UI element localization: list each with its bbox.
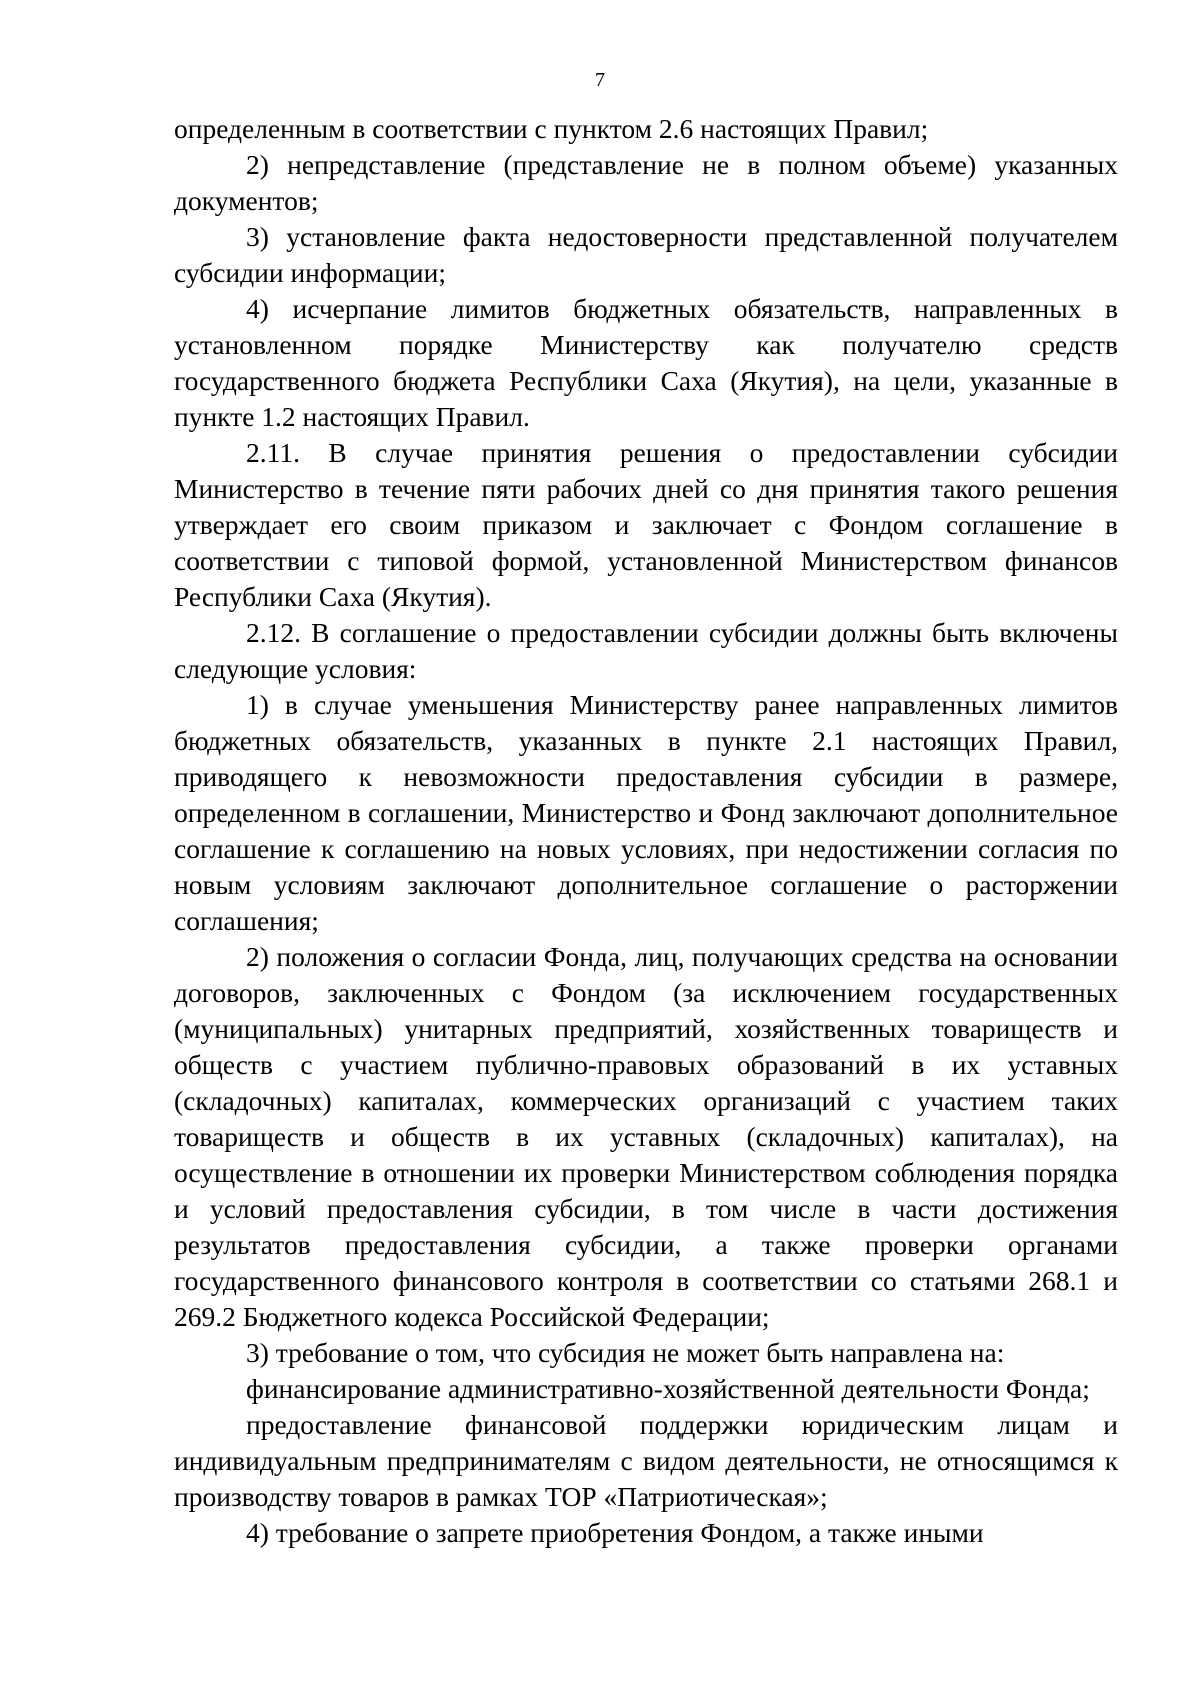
paragraph-condition-4: 4) требование о запрете приобретения Фондом, а также иными	[246, 1517, 984, 1548]
page-number: 7	[595, 69, 605, 91]
paragraph-section-2-11: 2.11. В случае принятия решения о предоставлении субсидии Министерство в течение пяти рабочих дней со дня принятия такого решения утверждает его своим приказом и заключает с Фондом соглашение в соответствии с типовой формой, установленной Министерством финансов Республики Саха (Якутия).	[174, 437, 1118, 612]
paragraph-continuation: определенным в соответствии с пунктом 2.6 настоящих Правил;	[174, 113, 929, 144]
paragraph-condition-2: 2) положения о согласии Фонда, лиц, получающих средства на основании договоров, заключенных с Фондом (за исключением государственных (муниципальных) унитарных предприятий, хозяйственных товариществ и обществ с участием публично-правовых образований в их уставных (складочных) капиталах, коммерческих организаций с участием таких товариществ и обществ в их уставных (складочных) капиталах), на осуществление в отношении их проверки Министерством соблюдения порядка и условий предоставления субсидии, в том числе в части достижения результатов предоставления субсидии, а также проверки органами государственного финансового контроля в соответствии со статьями 268.1 и 269.2 Бюджетного кодекса Российской Федерации;	[174, 941, 1118, 1332]
paragraph-item-4: 4) исчерпание лимитов бюджетных обязательств, направленных в установленном порядке Министерству как получателю средств государственного бюджета Республики Саха (Якутия), на цели, указанные в пункте 1.2 настоящих Правил.	[174, 293, 1118, 432]
paragraph-condition-1: 1) в случае уменьшения Министерству ранее направленных лимитов бюджетных обязательств, указанных в пункте 2.1 настоящих Правил, приводящего к невозможности предоставления субсидии в размере, определенном в соглашении, Министерство и Фонд заключают дополнительное соглашение к соглашению на новых условиях, при недостижении согласия по новым условиям заключают дополнительное соглашение о расторжении соглашения;	[174, 689, 1118, 936]
paragraph-item-2: 2) непредставление (представление не в полном объеме) указанных документов;	[174, 149, 1118, 216]
paragraph-item-3: 3) установление факта недостоверности представленной получателем субсидии информации;	[174, 221, 1118, 288]
paragraph-condition-3-item-a: финансирование административно-хозяйственной деятельности Фонда;	[246, 1373, 1090, 1404]
paragraph-section-2-12: 2.12. В соглашение о предоставлении субсидии должны быть включены следующие условия:	[174, 617, 1118, 684]
paragraph-condition-3: 3) требование о том, что субсидия не может быть направлена на:	[246, 1337, 1005, 1368]
paragraph-condition-3-item-b: предоставление финансовой поддержки юридическим лицам и индивидуальным предпринимателям с видом деятельности, не относящимся к производству товаров в рамках ТОР «Патриотическая»;	[174, 1409, 1118, 1512]
document-body	[174, 111, 1118, 1551]
